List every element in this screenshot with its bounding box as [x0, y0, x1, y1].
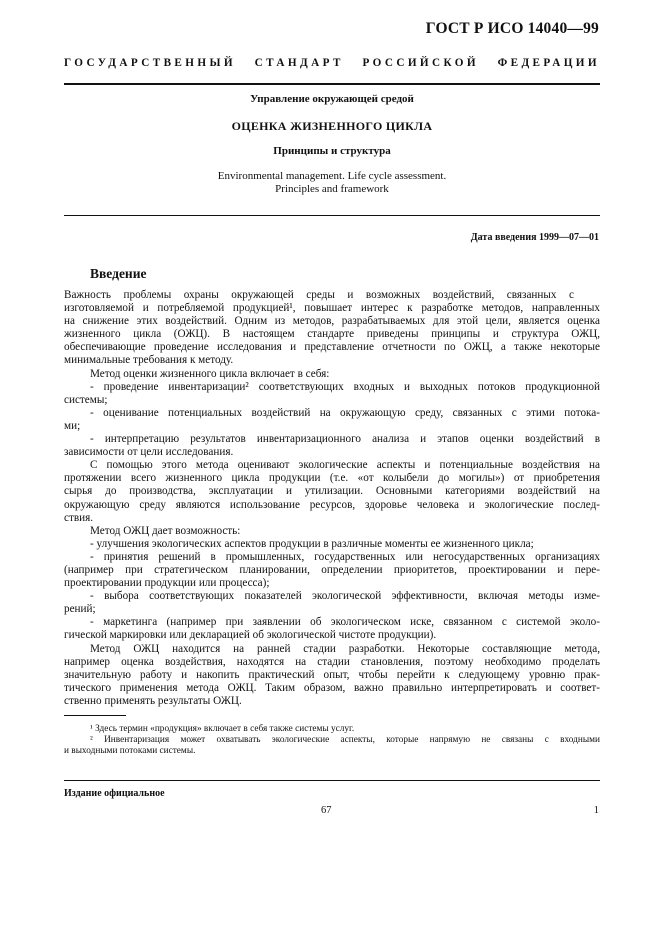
footnote: ² Инвентаризация может охватывать экологические аспекты, которые напрямую не связаны с входными [90, 735, 600, 746]
section-heading: Введение [90, 266, 147, 281]
text-line: тического применения метода ОЖЦ. Таким образом, важно правильно интерпретировать и соответ- [64, 681, 600, 694]
body-text [64, 289, 600, 708]
text-line: гической маркировки или декларацией об экологической чистоте продукции). [64, 629, 437, 642]
footnote: и выходными потоками системы. [64, 746, 196, 757]
text-line: на снижение этих воздействий. Одним из методов, разрабатываемых для этой цели, является оценка [64, 315, 600, 328]
text-line: - выбора соответствующих показателей экологической эффективности, включая методы изме- [90, 590, 600, 603]
footnotes [64, 724, 600, 758]
text-line: значительную работу и накопить практический опыт, чтобы перейти к следующему уровню прак- [64, 668, 600, 681]
document-subtitle: Принципы и структура [273, 145, 391, 157]
text-line: - принятия решений в промышленных, государственных или негосударственных организациях [90, 550, 600, 563]
section-title-environment: Управление окружающей средой [250, 93, 414, 105]
text-line: протяжении всего жизненного цикла продукции (т.е. «от колыбели до могилы») от приобретения [64, 472, 600, 485]
text-line: системы; [64, 393, 108, 406]
text-line: минимальные требования к методу. [64, 354, 234, 367]
text-line: Важность проблемы охраны окружающей среды и возможных воздействий, связанных с [64, 289, 574, 301]
text-line: ственно применять результаты ОЖЦ. [64, 694, 242, 707]
text-line: Метод оценки жизненного цикла включает в себя: [90, 367, 330, 380]
text-line: - улучшения экологических аспектов продукции в различные моменты ее жизненного цикла; [90, 537, 534, 550]
text-line: С помощью этого метода оценивают экологические аспекты и потенциальные воздействия на [90, 459, 600, 472]
page-number: 67 [321, 805, 332, 816]
text-line: сырья до производства, эксплуатации и утилизации. Основными категориями воздействий на [64, 485, 600, 498]
text-line: - оценивание потенциальных воздействий на окружающую среду, связанных с этими потока- [90, 406, 600, 419]
text-line: ствия. [64, 511, 94, 524]
text-line: например оценка воздействия, находятся на стадии становления, поэтому необходимо проделать [64, 655, 600, 668]
title-divider [64, 215, 600, 216]
text-line: обеспечивающие проведение исследования и представление отчетности по ОЖЦ, а также некоторые [64, 341, 600, 354]
text-line: - проведение инвентаризации² соответствующих входных и выходных потоков продукционной [90, 380, 600, 393]
english-title-line-1: Environmental management. Life cycle assessment. [217, 170, 447, 182]
introduction-date: Дата введения 1999—07—01 [470, 232, 599, 243]
footnote: ¹ Здесь термин «продукция» включает в себя также системы услуг. [90, 724, 355, 734]
text-line: - интерпретацию результатов инвентаризационного анализа и этапов оценки воздействий в [90, 433, 600, 446]
header-divider [64, 83, 600, 85]
sheet-number: 1 [593, 805, 599, 816]
text-line: окружающую среду являются использование ресурсов, здоровье человека и экологические послед- [64, 498, 600, 511]
standard-header: ГОСУДАРСТВЕННЫЙ СТАНДАРТ РОССИЙСКОЙ ФЕДЕРАЦИИ [64, 57, 600, 69]
footer-divider [64, 780, 600, 781]
text-line: проектировании продукции или процесса); [64, 577, 270, 590]
text-line: (например при стратегическом планировании, определении приоритетов, проектировании и пере- [64, 563, 600, 576]
text-line: зависимости от цели исследования. [64, 446, 234, 459]
text-line: рений; [64, 603, 96, 616]
official-edition-label: Издание официальное [64, 788, 165, 799]
text-line: - маркетинга (например при заявлении об экологическом иске, связанном с системой эколо- [90, 616, 600, 629]
text-line: ми; [64, 419, 81, 432]
document-title: ОЦЕНКА ЖИЗНЕННОГО ЦИКЛА [231, 119, 433, 133]
english-title [64, 170, 600, 196]
english-title-line-2: Principles and framework [275, 183, 389, 195]
footnote-divider [64, 715, 126, 716]
text-line: изготовляемой и потребляемой продукцией¹, повышает интерес к разработке методов, направленных [64, 302, 600, 315]
text-line: Метод ОЖЦ находится на ранней стадии разработки. Некоторые составляющие метода, [90, 642, 600, 655]
text-line: жизненного цикла (ОЖЦ). В настоящем стандарте приведены принципы и структура ОЖЦ, [64, 328, 600, 341]
standard-code: ГОСТ Р ИСО 14040—99 [425, 20, 599, 37]
text-line: Метод ОЖЦ дает возможность: [90, 524, 241, 537]
